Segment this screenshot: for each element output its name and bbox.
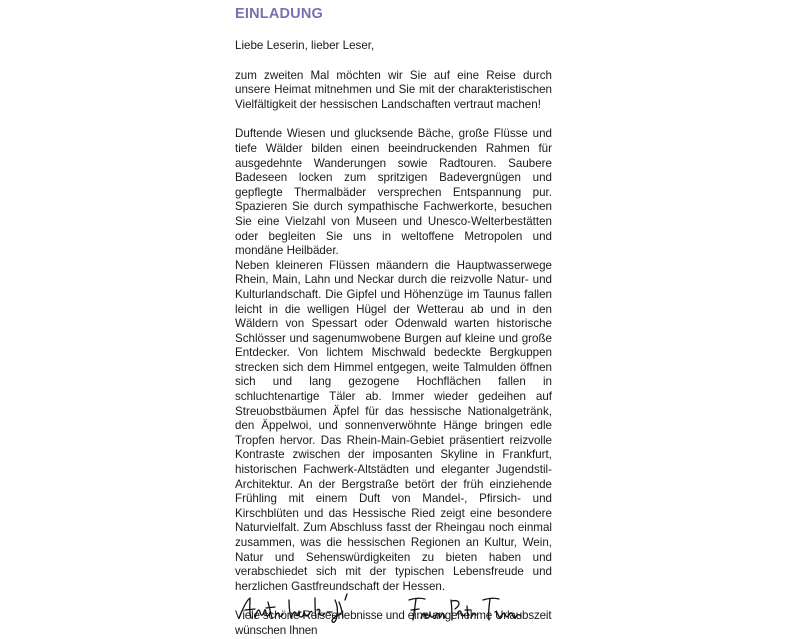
signature-left-image — [235, 590, 365, 626]
signatures — [235, 590, 552, 630]
intro-paragraph: zum zweiten Mal möchten wir Sie auf eine Reise durch unsere Heimat mitnehmen und Sie mit der charakteristischen Vielfältigkeit der hessischen Landschaften vertraut machen! — [235, 68, 552, 111]
invitation-document — [235, 5, 552, 639]
document-title: EINLADUNG — [235, 6, 323, 22]
signature-left — [235, 590, 365, 631]
salutation: Liebe Leserin, lieber Leser, — [235, 39, 375, 52]
body-paragraph-1: Duftende Wiesen und glucksende Bäche, große Flüsse und tiefe Wälder bilden einen beeindruckenden Rahmen für ausgedehnte Wanderungen sowie Radtouren. Saubere Badeseen locken zum spritzigen Badevergnügen und gepflegte Thermalbäder versprechen Entspannung pur. Spazieren Sie durch sympathische Fachwerkorte, besuchen Sie eine Vielzahl von Museen und Unesco-Welterbestätten oder begleiten Sie uns in weltoffene Metropolen und mondäne Heilbäder. — [235, 127, 552, 258]
closing-line: Viele schöne Reiseerlebnisse und eine angenehme Urlaubszeit wünschen Ihnen — [235, 609, 552, 637]
body-paragraph-2: Neben kleineren Flüssen mäandern die Hauptwasserwege Rhein, Main, Lahn und Neckar durch die reizvolle Natur- und Kulturlandschaft. Die Gipfel und Höhenzüge im Taunus fallen leicht in die welligen Hügel der Wetterau ab und in den Wäldern von Spessart oder Odenwald warten historische Schlösser und sagenumwobene Burgen auf kleine und große Entdecker. Von lichtem Mischwald bedeckte Bergkuppen strecken sich dem Himmel entgegen, weite Talmulden öffnen sich und lang gezogene Hochflächen fallen in schluchtenartige Täler ab. Immer wieder gedeihen auf Streuobstbäumen Äpfel für das hessische Nationalgetränk, den Äppelwoi, und sonnenverwöhnte Hänge bringen edle Tropfen hervor. Das Rhein-Main-Gebiet präsentiert reizvolle Kontraste zwischen der imposanten Skyline in Frankfurt, historischen Fachwerk-Altstädten und eleganter Jugendstil-Architektur. An der Bergstraße betört der früh einziehende Frühling mit einem Duft von Mandel-, Pfirsich- und Kirschblüten und das Hessische Ried zeigt eine besondere Naturvielfalt. Zum Abschluss fasst der Rheingau noch einmal zusammen, was die hessischen Regionen an Kultur, Wein, Natur und Sehenswürdigkeiten zu bieten haben und verabschiedet sich mit der typischen Lebensfreude und herzlichen Gastfreundschaft der Hessen. — [235, 258, 552, 593]
signature-right-image — [405, 592, 525, 626]
signature-right — [405, 592, 525, 631]
